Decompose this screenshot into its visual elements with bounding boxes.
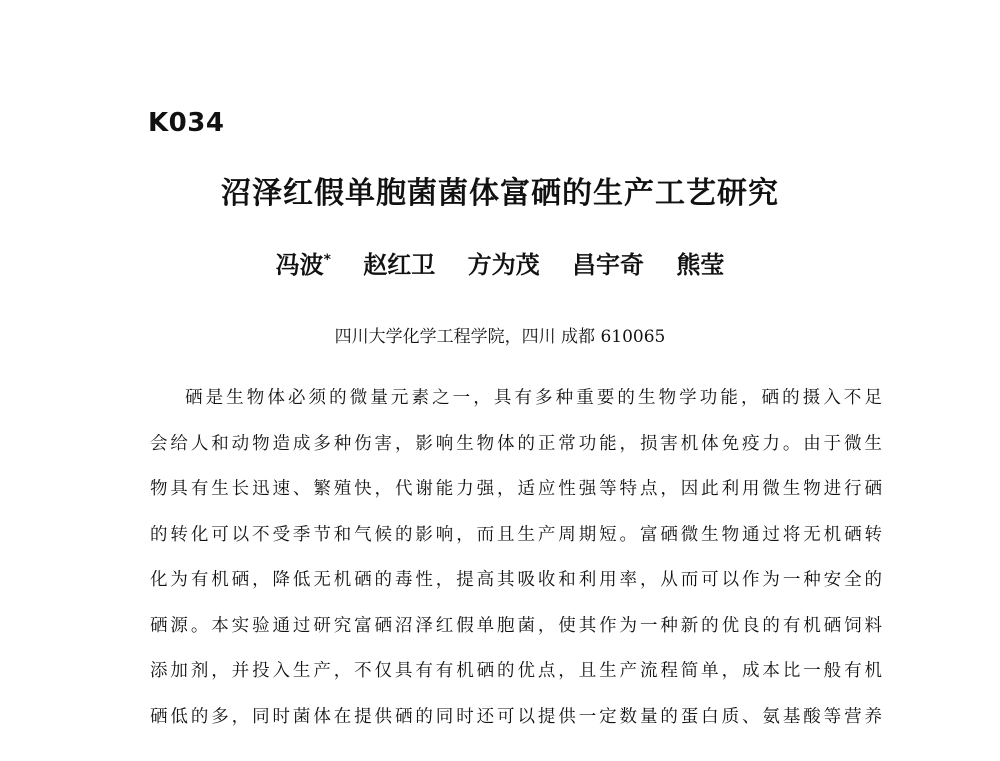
author-name: 熊莹 xyxy=(676,251,725,279)
body-line: 化为有机硒，降低无机硒的毒性，提高其吸收和利用率，从而可以作为一种安全的 xyxy=(150,570,882,590)
body-line: 的转化可以不受季节和气候的影响，而且生产周期短。富硒微生物通过将无机硒转 xyxy=(150,524,882,545)
author-name: 昌宇奇 xyxy=(572,251,645,279)
author xyxy=(468,251,540,279)
body-line: 物具有生长迅速、繁殖快，代谢能力强，适应性强等特点，因此利用微生物进行硒 xyxy=(150,479,882,499)
body-line: 硒低的多，同时菌体在提供硒的同时还可以提供一定数量的蛋白质、氨基酸等营养 xyxy=(150,706,882,727)
author-name: 冯波 xyxy=(275,251,324,279)
author xyxy=(572,251,644,279)
author-name: 赵红卫 xyxy=(363,251,436,279)
body-line: 会给人和动物造成多种伤害，影响生物体的正常功能，损害机体免疫力。由于微生 xyxy=(150,433,882,454)
body-line: 硒源。本实验通过研究富硒沼泽红假单胞菌，使其作为一种新的优良的有机硒饲料 xyxy=(150,615,882,636)
affiliation: 四川大学化学工程学院，四川 成都 610065 xyxy=(334,327,666,347)
classification-code: K034 xyxy=(148,108,225,138)
body-line: 硒是生物体必须的微量元素之一，具有多种重要的生物学功能，硒的摄入不足 xyxy=(185,388,882,408)
author xyxy=(676,251,724,279)
author xyxy=(276,251,331,279)
author-list xyxy=(0,245,1000,280)
paper-title: 沼泽红假单胞菌菌体富硒的生产工艺研究 xyxy=(221,176,779,211)
body-paragraph xyxy=(150,382,882,746)
author-name: 方为茂 xyxy=(467,251,540,279)
body-line: 添加剂，并投入生产，不仅具有有机硒的优点，且生产流程简单，成本比一般有机 xyxy=(150,661,882,681)
author xyxy=(363,251,435,279)
corresponding-mark: * xyxy=(323,252,331,268)
